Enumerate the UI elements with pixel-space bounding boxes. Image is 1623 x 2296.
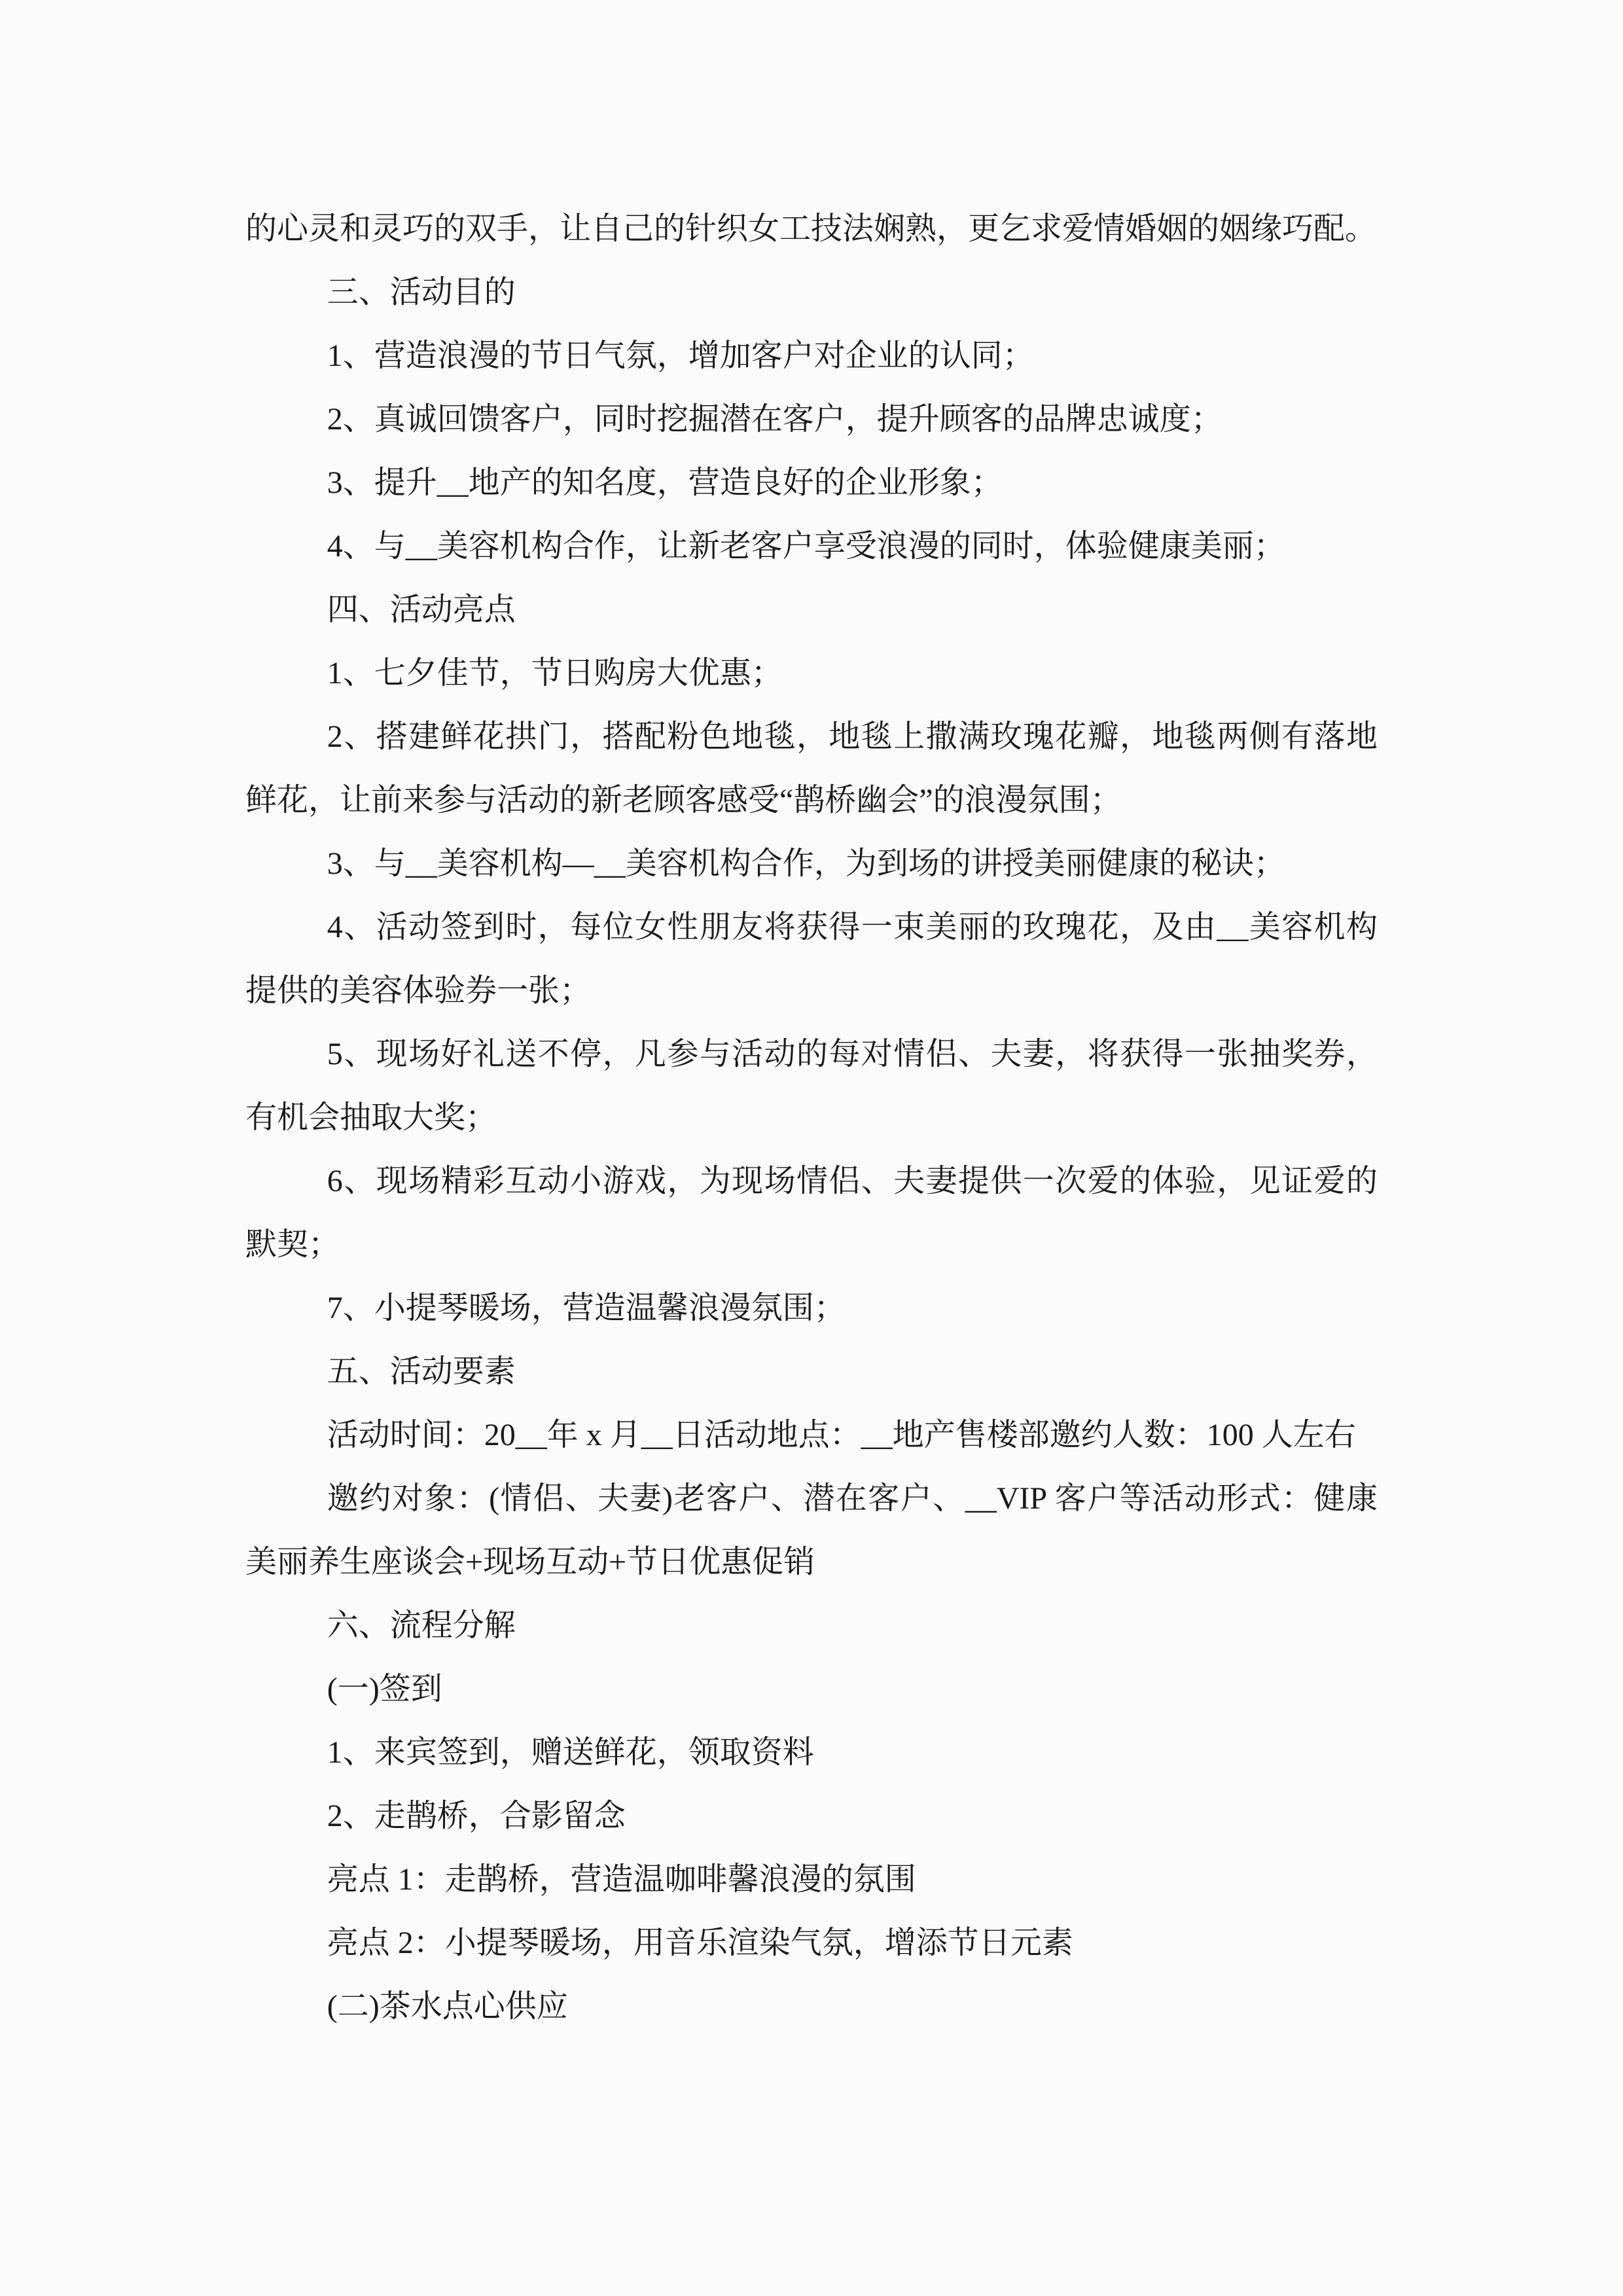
paragraph: 3、提升__地产的知名度，营造良好的企业形象；	[327, 465, 1003, 500]
document-body	[245, 197, 1378, 2038]
paragraph: 2、走鹊桥，合影留念	[327, 1799, 626, 1833]
paragraph: 三、活动目的	[327, 275, 516, 310]
paragraph: 六、流程分解	[327, 1608, 516, 1643]
paragraph: 邀约对象：(情侣、夫妻)老客户、潜在客户、__VIP 客户等活动形式：健康美丽养生座谈会+现场互动+节日优惠促销	[245, 1481, 1378, 1579]
paragraph: 亮点 1：走鹊桥，营造温咖啡馨浪漫的氛围	[327, 1862, 916, 1897]
paragraph: 7、小提琴暖场，营造温馨浪漫氛围；	[327, 1291, 846, 1325]
paragraph: 1、营造浪漫的节日气氛，增加客户对企业的认同；	[327, 338, 1034, 373]
paragraph: 亮点 2：小提琴暖场，用音乐渲染气氛，增添节日元素	[327, 1926, 1073, 1960]
paragraph: 的心灵和灵巧的双手，让自己的针织女工技法娴熟，更乞求爱情婚姻的姻缘巧配。	[245, 211, 1377, 246]
paragraph: (二)茶水点心供应	[327, 1989, 568, 2024]
paragraph: 4、活动签到时，每位女性朋友将获得一束美丽的玫瑰花，及由__美容机构提供的美容体验券一张；	[245, 910, 1378, 1008]
paragraph: 4、与__美容机构合作，让新老客户享受浪漫的同时，体验健康美丽；	[327, 529, 1285, 564]
paragraph: 5、现场好礼送不停，凡参与活动的每对情侣、夫妻，将获得一张抽奖券，有机会抽取大奖；	[245, 1037, 1378, 1135]
paragraph: 活动时间：20__年 x 月__日活动地点：__地产售楼部邀约人数：100 人左右	[327, 1418, 1356, 1452]
paragraph: 2、搭建鲜花拱门，搭配粉色地毯，地毯上撒满玫瑰花瓣，地毯两侧有落地鲜花，让前来参与活动的新老顾客感受“鹊桥幽会”的浪漫氛围；	[245, 719, 1378, 817]
paragraph: 四、活动亮点	[327, 592, 516, 627]
paragraph: 1、七夕佳节，节日购房大优惠；	[327, 656, 783, 691]
paragraph: 1、来宾签到，赠送鲜花，领取资料	[327, 1735, 814, 1770]
paragraph: 2、真诚回馈客户，同时挖掘潜在客户，提升顾客的品牌忠诚度；	[327, 402, 1222, 437]
paragraph: 五、活动要素	[327, 1354, 516, 1389]
paragraph: 3、与__美容机构—__美容机构合作，为到场的讲授美丽健康的秘诀；	[327, 846, 1285, 881]
paragraph: 6、现场精彩互动小游戏，为现场情侣、夫妻提供一次爱的体验，见证爱的默契；	[245, 1164, 1378, 1262]
paragraph: (一)签到	[327, 1672, 442, 1706]
